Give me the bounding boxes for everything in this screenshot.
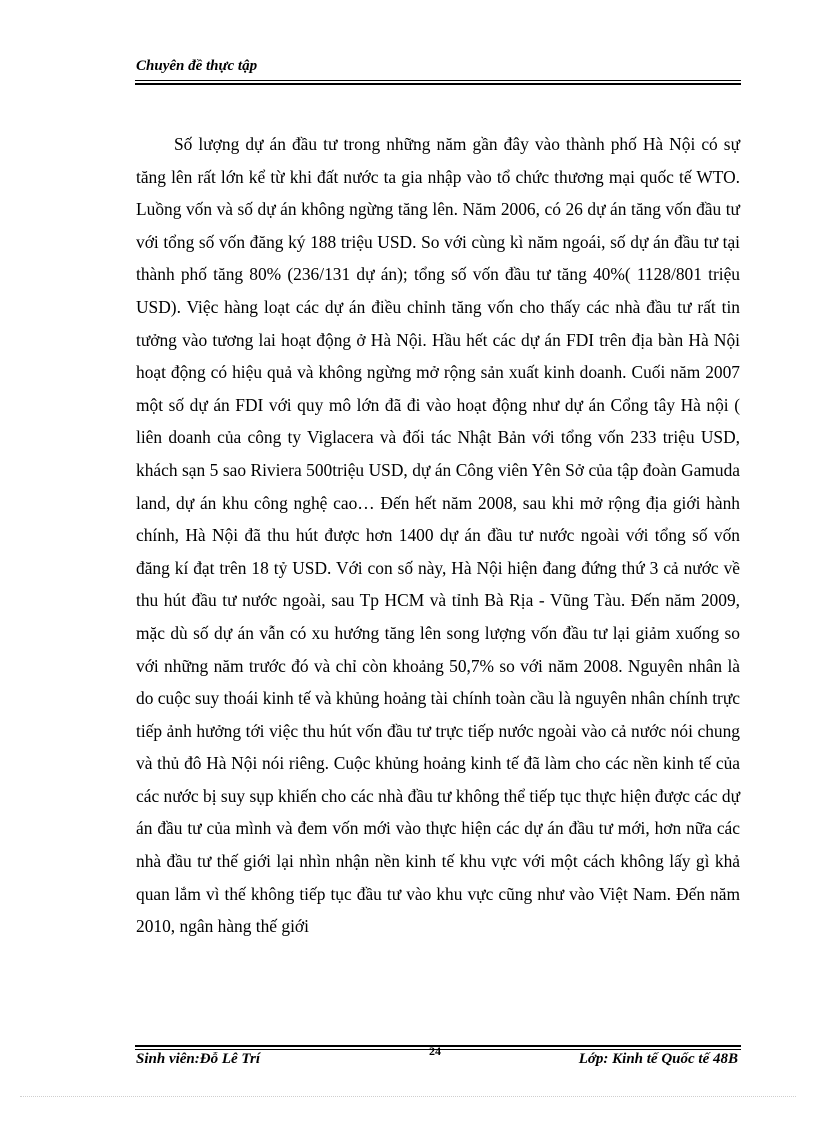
header-rule-thick bbox=[135, 83, 741, 85]
footer-class-name: Lớp: Kinh tế Quốc tế 48B bbox=[578, 1051, 738, 1067]
header-rule-thin bbox=[135, 80, 741, 81]
page-bottom-dotted-line bbox=[20, 1096, 796, 1097]
footer-page-number: 24 bbox=[429, 1044, 441, 1058]
footer-student-name: Sinh viên:Đỗ Lê Trí bbox=[136, 1051, 261, 1067]
body-paragraph: Số lượng dự án đầu tư trong những năm gần đây vào thành phố Hà Nội có sự tăng lên rất lớn kể từ khi đất nước ta gia nhập vào tổ chức thương mại quốc tế WTO. Luồng vốn và số dự án không ngừng tăng lên. Năm 2006, có 26 dự án tăng vốn đầu tư với tổng số vốn đăng ký 188 triệu USD. So với cùng kì năm ngoái, số dự án đầu tư tại thành phố tăng 80% (236/131 dự án); tổng số vốn đầu tư tăng 40%( 1128/801 triệu USD). Việc hàng loạt các dự án điều chỉnh tăng vốn cho thấy các nhà đầu tư rất tin tưởng vào tương lai hoạt động ở Hà Nội. Hầu hết các dự án FDI trên địa bàn Hà Nội hoạt động có hiệu quả và không ngừng mở rộng sản xuất kinh doanh. Cuối năm 2007 một số dự án FDI với quy mô lớn đã đi vào hoạt động như dự án Cổng tây Hà nội ( liên doanh của công ty Viglacera và đối tác Nhật Bản với tổng vốn 233 triệu USD, khách sạn 5 sao Riviera 500triệu USD, dự án Công viên Yên Sở của tập đoàn Gamuda land, dự án khu công nghệ cao… Đến hết năm 2008, sau khi mở rộng địa giới hành chính, Hà Nội đã thu hút được hơn 1400 dự án đầu tư nước ngoài với tổng số vốn đăng kí đạt trên 18 tỷ USD. Với con số này, Hà Nội hiện đang đứng thứ 3 cả nước về thu hút đầu tư nước ngoài, sau Tp HCM và tỉnh Bà Rịa - Vũng Tàu. Đến năm 2009, mặc dù số dự án vẫn có xu hướng tăng lên song lượng vốn đầu tư lại giảm xuống so với những năm trước đó và chỉ còn khoảng 50,7% so với năm 2008. Nguyên nhân là do cuộc suy thoái kinh tế và khủng hoảng tài chính toàn cầu là nguyên nhân chính trực tiếp ảnh hưởng tới việc thu hút vốn đầu tư trực tiếp nước ngoài vào cả nước nói chung và thủ đô Hà Nội nói riêng. Cuộc khủng hoảng kinh tế đã làm cho các nền kinh tế của các nước bị suy sụp khiến cho các nhà đầu tư không thể tiếp tục thực hiện được các dự án đầu tư của mình và đem vốn mới vào thực hiện các dự án đầu tư mới, hơn nữa các nhà đầu tư thế giới lại nhìn nhận nền kinh tế khu vực với một cách không lấy gì khả quan lắm vì thế không tiếp tục đầu tư vào khu vực cũng như vào Việt Nam. Đến năm 2010, ngân hàng thế giới bbox=[136, 134, 740, 937]
page-header-title: Chuyên đề thực tập bbox=[136, 58, 258, 74]
